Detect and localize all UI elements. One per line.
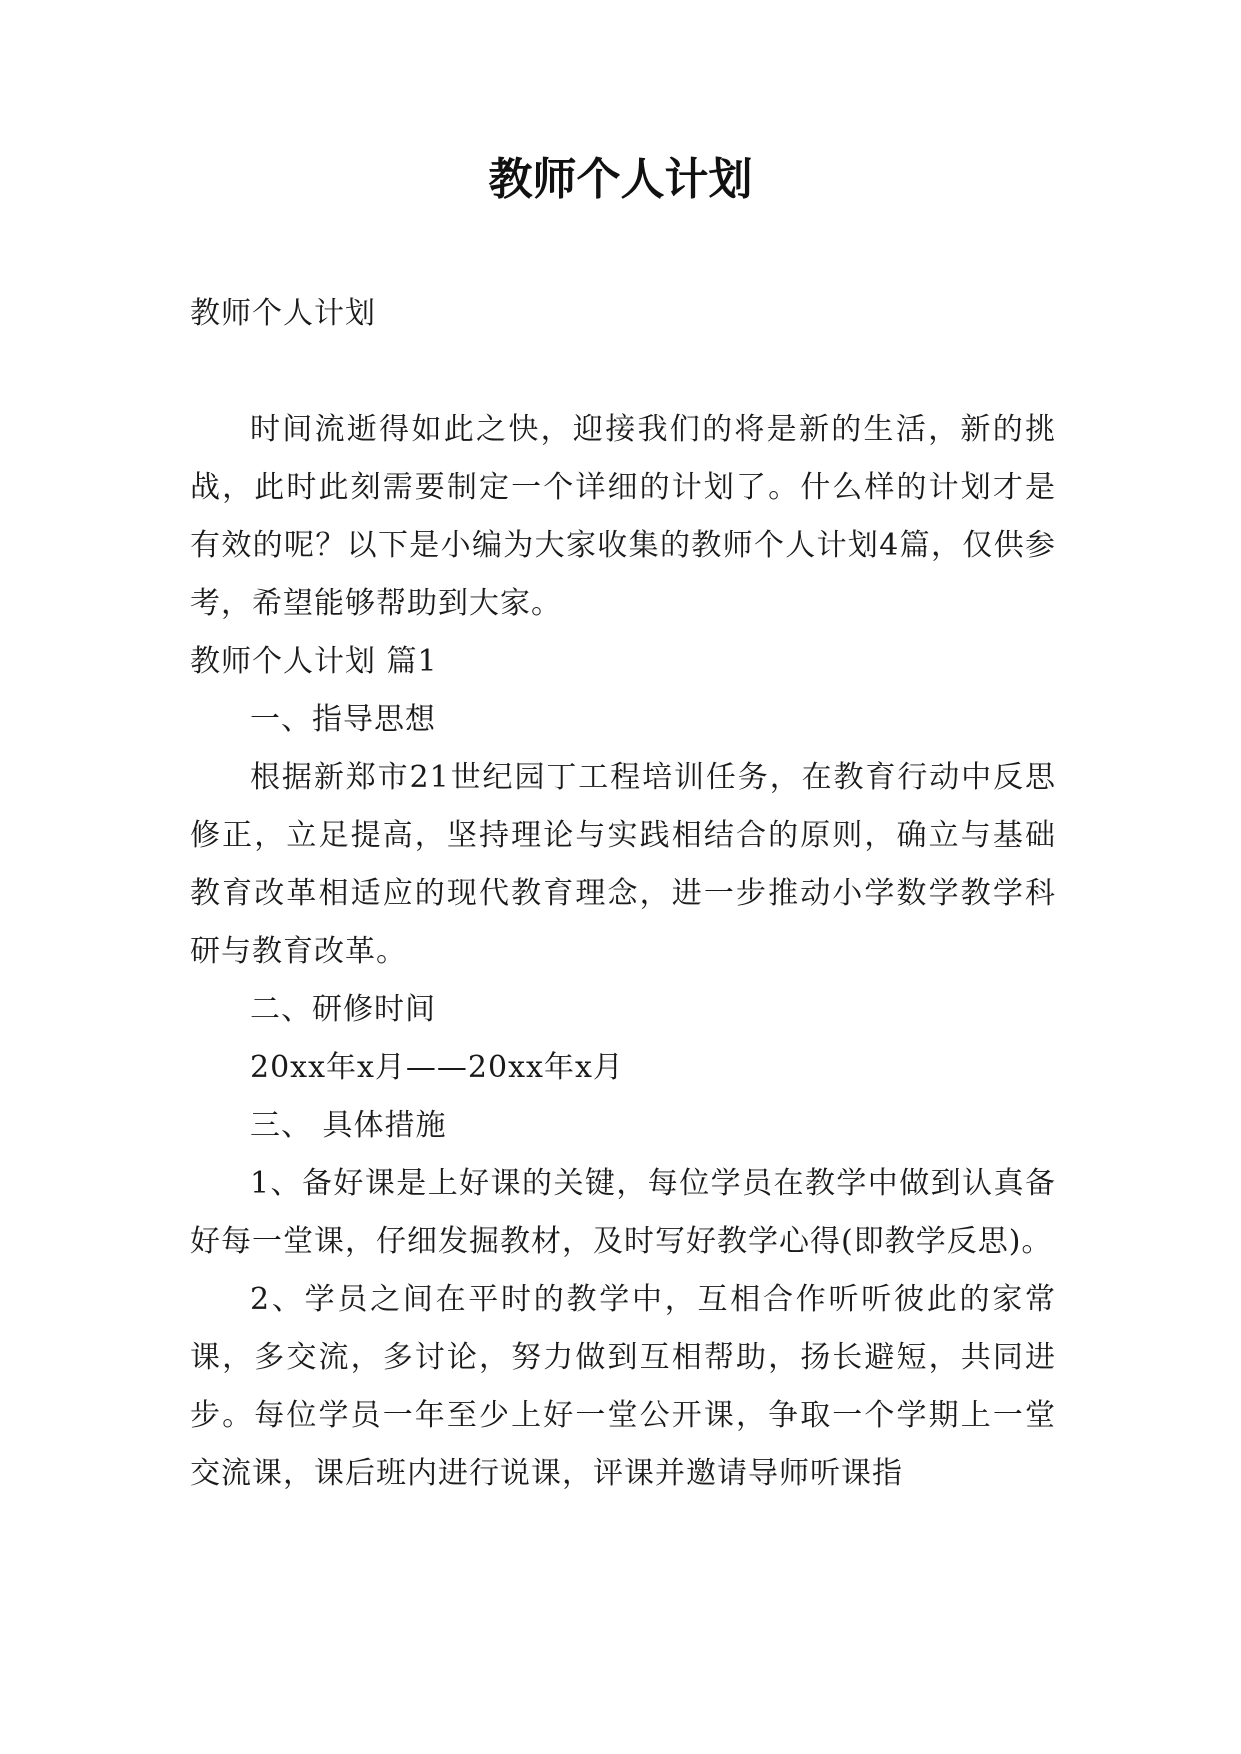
heading-measures: 三、 具体措施 [250,1108,447,1143]
paragraph-guiding-thought: 根据新郑市21世纪园丁工程培训任务，在教育行动中反思修正，立足提高，坚持理论与实践相结合的原则，确立与基础教育改革相适应的现代教育理念，进一步推动小学数学教学科研与教育改革。 [190,760,1056,969]
intro-paragraph: 时间流逝得如此之快，迎接我们的将是新的生活，新的挑战，此时此刻需要制定一个详细的计划了。什么样的计划才是有效的呢？以下是小编为大家收集的教师个人计划4篇，仅供参考，希望能够帮助到大家。 [190,412,1056,621]
document-body [190,285,1056,1503]
section-heading-part-1: 教师个人计划 篇1 [190,644,438,679]
document-title: 教师个人计划 [488,154,753,205]
document-subtitle: 教师个人计划 [190,296,376,331]
paragraph-measure-2: 2、学员之间在平时的教学中，互相合作听听彼此的家常课，多交流，多讨论，努力做到互相帮助，扬长避短，共同进步。每位学员一年至少上好一堂公开课，争取一个学期上一堂交流课，课后班内进行说课，评课并邀请导师听课指 [190,1282,1056,1491]
paragraph-measure-1: 1、备好课是上好课的关键，每位学员在教学中做到认真备好每一堂课，仔细发掘教材，及时写好教学心得(即教学反思)。 [190,1166,1056,1259]
heading-guiding-thought: 一、指导思想 [250,702,436,737]
heading-study-time: 二、研修时间 [250,992,436,1027]
paragraph-study-time: 20xx年x月——20xx年x月 [250,1050,624,1085]
